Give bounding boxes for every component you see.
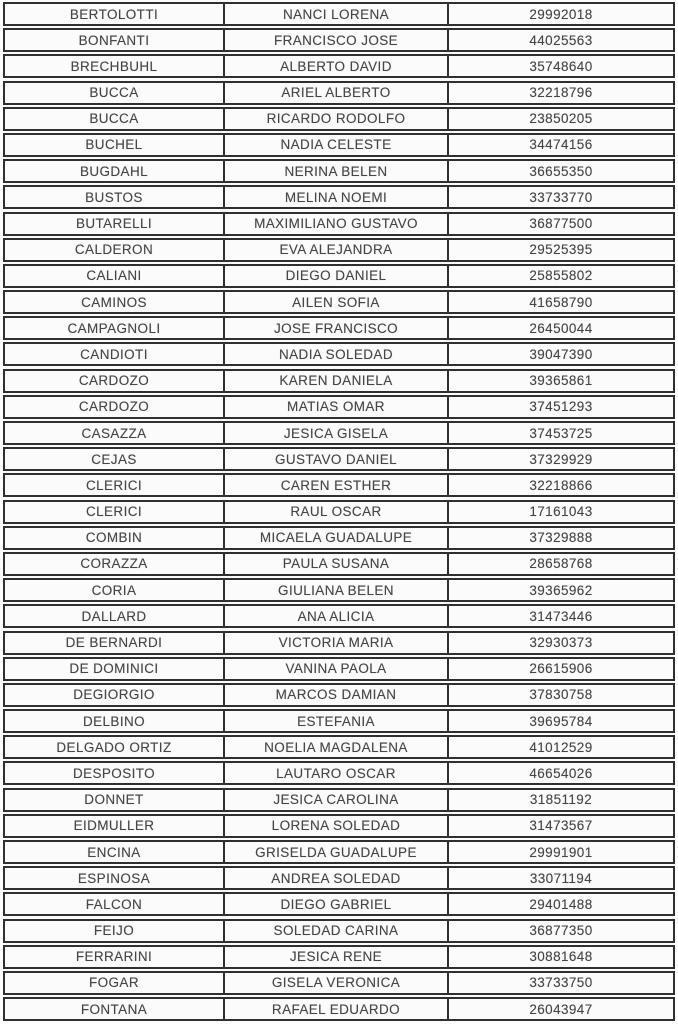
given-names-cell: SOLEDAD CARINA <box>225 921 449 941</box>
given-names-cell: MAXIMILIANO GUSTAVO <box>225 214 449 234</box>
given-names-cell: RAFAEL EDUARDO <box>225 999 449 1019</box>
table-row <box>3 54 675 78</box>
given-names-cell: FRANCISCO JOSE <box>225 30 449 50</box>
given-names-cell: GIULIANA BELEN <box>225 580 449 600</box>
given-names-cell: JESICA GISELA <box>225 423 449 443</box>
surname-cell: BONFANTI <box>5 30 225 50</box>
given-names-cell: ANDREA SOLEDAD <box>225 868 449 888</box>
table-row <box>3 2 675 26</box>
surname-cell: DELGADO ORTIZ <box>5 737 225 757</box>
surname-cell: FOGAR <box>5 973 225 993</box>
document-number-cell: 34474156 <box>529 137 593 153</box>
document-number-cell: 39695784 <box>529 713 593 729</box>
table-row <box>3 683 675 707</box>
given-names-cell: LORENA SOLEDAD <box>225 816 449 836</box>
document-number-cell: 31473446 <box>529 608 593 624</box>
document-number-cell: 33733770 <box>529 189 593 205</box>
table-row <box>3 997 675 1021</box>
table-row <box>3 709 675 733</box>
table-row <box>3 788 675 812</box>
document-number-cell: 36877350 <box>529 923 593 939</box>
document-number-cell: 26043947 <box>529 1001 593 1017</box>
document-number-cell: 29525395 <box>529 242 593 258</box>
table-row <box>3 761 675 785</box>
surname-cell: CORAZZA <box>5 554 225 574</box>
document-number-cell: 28658768 <box>529 556 593 572</box>
given-names-cell: RAUL OSCAR <box>225 502 449 522</box>
surname-cell: CALDERON <box>5 240 225 260</box>
table-row <box>3 369 675 393</box>
given-names-cell: ESTEFANIA <box>225 711 449 731</box>
document-number-cell: 32218796 <box>529 85 593 101</box>
surname-cell: FEIJO <box>5 921 225 941</box>
surname-cell: BUCHEL <box>5 135 225 155</box>
given-names-cell: DIEGO GABRIEL <box>225 894 449 914</box>
given-names-cell: PAULA SUSANA <box>225 554 449 574</box>
table-row <box>3 814 675 838</box>
document-number-cell: 32930373 <box>529 635 593 650</box>
given-names-cell: MICAELA GUADALUPE <box>225 528 449 548</box>
surname-cell: CLERICI <box>5 475 225 495</box>
given-names-cell: ARIEL ALBERTO <box>225 83 449 103</box>
table-row <box>3 473 675 497</box>
table-row <box>3 604 675 628</box>
surname-cell: CLERICI <box>5 502 225 522</box>
table-row <box>3 238 675 262</box>
surname-cell: CALIANI <box>5 266 225 286</box>
document-number-cell: 37329888 <box>529 530 593 546</box>
document-number-cell: 29401488 <box>529 896 593 912</box>
given-names-cell: EVA ALEJANDRA <box>225 240 449 260</box>
surname-cell: CASAZZA <box>5 423 225 443</box>
table-row <box>3 945 675 969</box>
document-number-cell: 31473567 <box>529 818 593 834</box>
surname-cell: CORIA <box>5 580 225 600</box>
document-number-cell: 37329929 <box>529 451 593 467</box>
document-number-cell: 37451293 <box>529 399 593 415</box>
given-names-cell: MATIAS OMAR <box>225 397 449 417</box>
surname-cell: BUCCA <box>5 83 225 103</box>
given-names-cell: RICARDO RODOLFO <box>225 109 449 129</box>
table-row <box>3 971 675 995</box>
surname-cell: EIDMULLER <box>5 816 225 836</box>
table-row <box>3 500 675 524</box>
table-row <box>3 631 675 655</box>
surname-cell: ESPINOSA <box>5 868 225 888</box>
table-row <box>3 107 675 131</box>
document-number-cell: 26450044 <box>529 320 593 336</box>
given-names-cell: ALBERTO DAVID <box>225 56 449 76</box>
document-number-cell: 30881648 <box>529 949 593 965</box>
document-number-cell: 25855802 <box>529 268 593 284</box>
given-names-cell: CAREN ESTHER <box>225 475 449 495</box>
table-row <box>3 28 675 52</box>
surname-cell: BRECHBUHL <box>5 56 225 76</box>
document-number-cell: 41012529 <box>529 739 593 755</box>
table-row <box>3 159 675 183</box>
surname-cell: FALCON <box>5 894 225 914</box>
roster-table <box>3 2 675 1021</box>
document-number-cell: 23850205 <box>529 111 593 127</box>
surname-cell: DE BERNARDI <box>5 633 225 653</box>
surname-cell: DE DOMINICI <box>5 659 225 679</box>
surname-cell: CEJAS <box>5 449 225 469</box>
document-number-cell: 44025563 <box>529 32 593 48</box>
given-names-cell: JESICA RENE <box>225 947 449 967</box>
document-number-cell: 32218866 <box>529 477 593 493</box>
given-names-cell: VANINA PAOLA <box>225 659 449 679</box>
given-names-cell: ANA ALICIA <box>225 606 449 626</box>
table-row <box>3 133 675 157</box>
document-number-cell: 36877500 <box>529 216 593 231</box>
table-row <box>3 866 675 890</box>
table-row <box>3 264 675 288</box>
document-number-cell: 29991901 <box>529 844 593 860</box>
document-number-cell: 33733750 <box>529 975 593 991</box>
table-row <box>3 526 675 550</box>
surname-cell: FONTANA <box>5 999 225 1019</box>
surname-cell: DALLARD <box>5 606 225 626</box>
given-names-cell: GRISELDA GUADALUPE <box>225 842 449 862</box>
surname-cell: BUSTOS <box>5 187 225 207</box>
surname-cell: DESPOSITO <box>5 763 225 783</box>
surname-cell: CARDOZO <box>5 397 225 417</box>
document-number-cell: 37453725 <box>529 425 593 441</box>
given-names-cell: LAUTARO OSCAR <box>225 763 449 783</box>
given-names-cell: NANCI LORENA <box>225 4 449 24</box>
given-names-cell: NADIA CELESTE <box>225 135 449 155</box>
table-row <box>3 81 675 105</box>
given-names-cell: NOELIA MAGDALENA <box>225 737 449 757</box>
surname-cell: BUGDAHL <box>5 161 225 181</box>
given-names-cell: GISELA VERONICA <box>225 973 449 993</box>
given-names-cell: AILEN SOFIA <box>225 292 449 312</box>
table-row <box>3 447 675 471</box>
document-number-cell: 46654026 <box>529 765 593 781</box>
given-names-cell: GUSTAVO DANIEL <box>225 449 449 469</box>
given-names-cell: JOSE FRANCISCO <box>225 318 449 338</box>
surname-cell: CAMPAGNOLI <box>5 318 225 338</box>
surname-cell: CARDOZO <box>5 371 225 391</box>
given-names-cell: NERINA BELEN <box>225 161 449 181</box>
document-number-cell: 36655350 <box>529 163 593 179</box>
given-names-cell: JESICA CAROLINA <box>225 790 449 810</box>
table-row <box>3 840 675 864</box>
surname-cell: CAMINOS <box>5 292 225 312</box>
document-number-cell: 39365962 <box>529 582 593 598</box>
given-names-cell: NADIA SOLEDAD <box>225 344 449 364</box>
document-number-cell: 39365861 <box>529 373 593 389</box>
surname-cell: BERTOLOTTI <box>5 4 225 24</box>
table-row <box>3 919 675 943</box>
surname-cell: CANDIOTI <box>5 344 225 364</box>
table-row <box>3 892 675 916</box>
document-number-cell: 39047390 <box>529 346 593 362</box>
table-row <box>3 578 675 602</box>
document-number-cell: 31851192 <box>529 792 593 808</box>
given-names-cell: MARCOS DAMIAN <box>225 685 449 705</box>
document-number-cell: 17161043 <box>529 504 593 520</box>
surname-cell: DELBINO <box>5 711 225 731</box>
document-number-cell: 33071194 <box>529 870 593 886</box>
document-number-cell: 41658790 <box>529 294 593 310</box>
table-row <box>3 395 675 419</box>
table-row <box>3 316 675 340</box>
table-row <box>3 735 675 759</box>
surname-cell: ENCINA <box>5 842 225 862</box>
table-row <box>3 657 675 681</box>
table-row <box>3 421 675 445</box>
document-number-cell: 26615906 <box>529 661 593 677</box>
document-number-cell: 29992018 <box>529 6 593 22</box>
surname-cell: COMBIN <box>5 528 225 548</box>
surname-cell: DEGIORGIO <box>5 685 225 705</box>
table-row <box>3 552 675 576</box>
table-row <box>3 212 675 236</box>
surname-cell: FERRARINI <box>5 947 225 967</box>
given-names-cell: VICTORIA MARIA <box>225 633 449 653</box>
surname-cell: DONNET <box>5 790 225 810</box>
document-number-cell: 35748640 <box>529 58 593 74</box>
table-row <box>3 185 675 209</box>
surname-cell: BUCCA <box>5 109 225 129</box>
table-row <box>3 290 675 314</box>
table-row <box>3 342 675 366</box>
document-number-cell: 37830758 <box>529 687 593 703</box>
given-names-cell: DIEGO DANIEL <box>225 266 449 286</box>
given-names-cell: MELINA NOEMI <box>225 187 449 207</box>
given-names-cell: KAREN DANIELA <box>225 371 449 391</box>
surname-cell: BUTARELLI <box>5 214 225 234</box>
